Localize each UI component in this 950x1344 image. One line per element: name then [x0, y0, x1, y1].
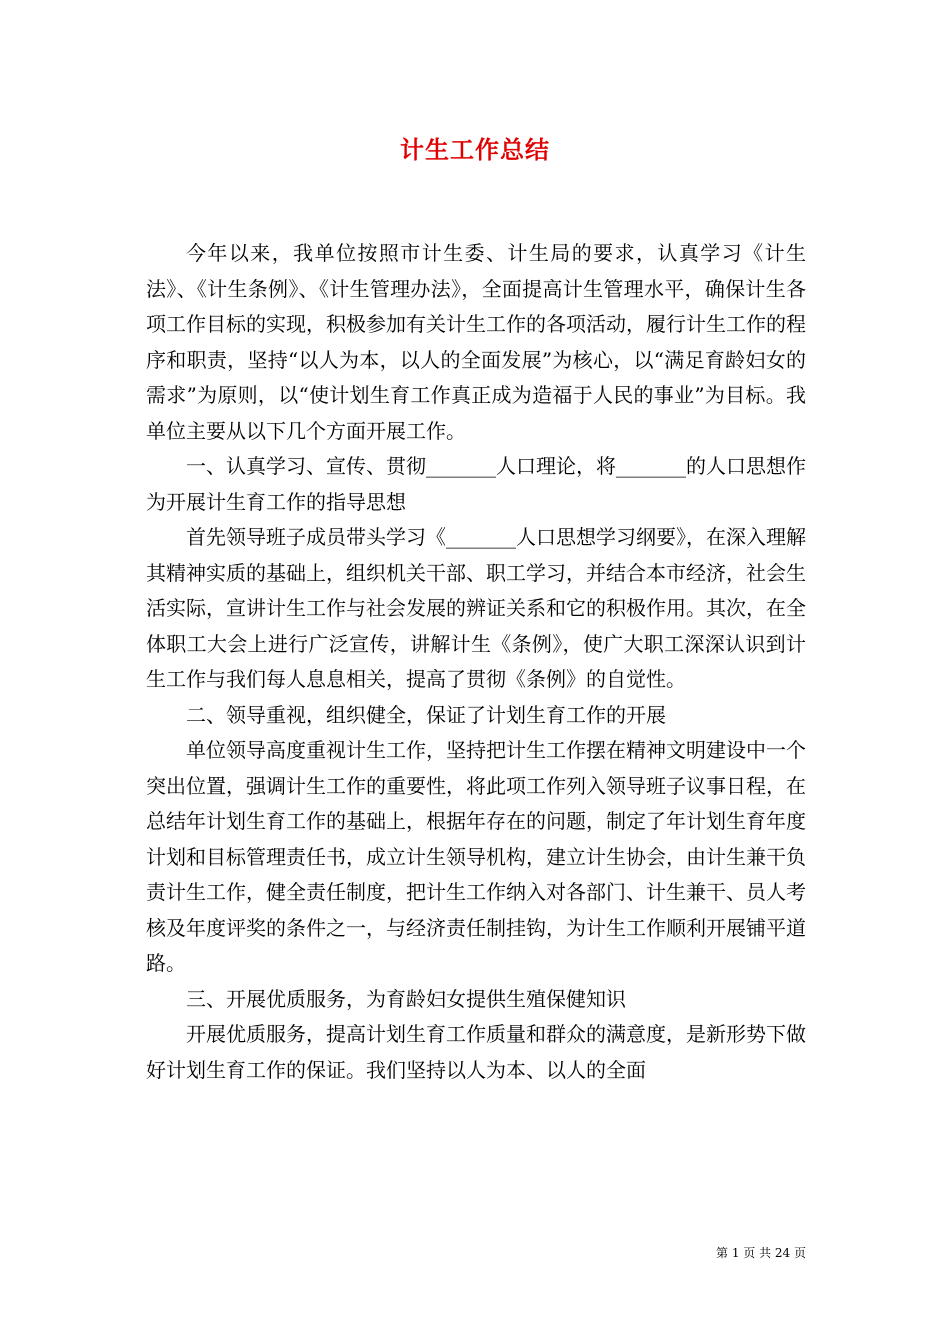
section-heading-1: 一、认真学习、宣传、贯彻_______人口理论，将_______的人口思想作为开展计生育工作的指导思想 — [146, 454, 806, 514]
paragraph-section-2: 单位领导高度重视计生工作，坚持把计生工作摆在精神文明建设中一个突出位置，强调计生工作的重要性，将此项工作列入领导班子议事日程，在总结年计划生育工作的基础上，根据年存在的问题，制定了年计划生育年度计划和目标管理责任书，成立计生领导机构，建立计生协会，由计生兼干负责计生工作，健全责任制度，把计生工作纳入对各部门、计生兼干、员人考核及年度评奖的条件之一，与经济责任制挂钩，为计生工作顺利开展铺平道路。 — [146, 738, 806, 975]
document-title: 计生工作总结 — [400, 136, 550, 164]
paragraph-intro: 今年以来，我单位按照市计生委、计生局的要求，认真学习《计生法》、《计生条例》、《计生管理办法》，全面提高计生管理水平，确保计生各项工作目标的实现，积极参加有关计生工作的各项活动，履行计生工作的程序和职责，坚持“以人为本，以人的全面发展”为核心，以“满足育龄妇女的需求”为原则，以“使计划生育工作真正成为造福于人民的事业”为目标。我单位主要从以下几个方面开展工作。 — [146, 241, 806, 443]
section-heading-3: 三、开展优质服务，为育龄妇女提供生殖保健知识 — [186, 986, 626, 1011]
section-heading-2: 二、领导重视，组织健全，保证了计划生育工作的开展 — [186, 702, 666, 727]
page-number-footer: 第 1 页 共 24 页 — [716, 1246, 806, 1260]
document-body — [146, 236, 806, 1088]
paragraph-section-3: 开展优质服务，提高计划生育工作质量和群众的满意度，是新形势下做好计划生育工作的保证。我们坚持以人为本、以人的全面 — [146, 1022, 806, 1082]
paragraph-section-1: 首先领导班子成员带头学习《_______人口思想学习纲要》，在深入理解其精神实质的基础上，组织机关干部、职工学习，并结合本市经济，社会生活实际，宣讲计生工作与社会发展的辨证关系和它的积极作用。其次，在全体职工大会上进行广泛宣传，讲解计生《条例》，使广大职工深深认识到计生工作与我们每人息息相关，提高了贯彻《条例》的自觉性。 — [146, 525, 806, 691]
